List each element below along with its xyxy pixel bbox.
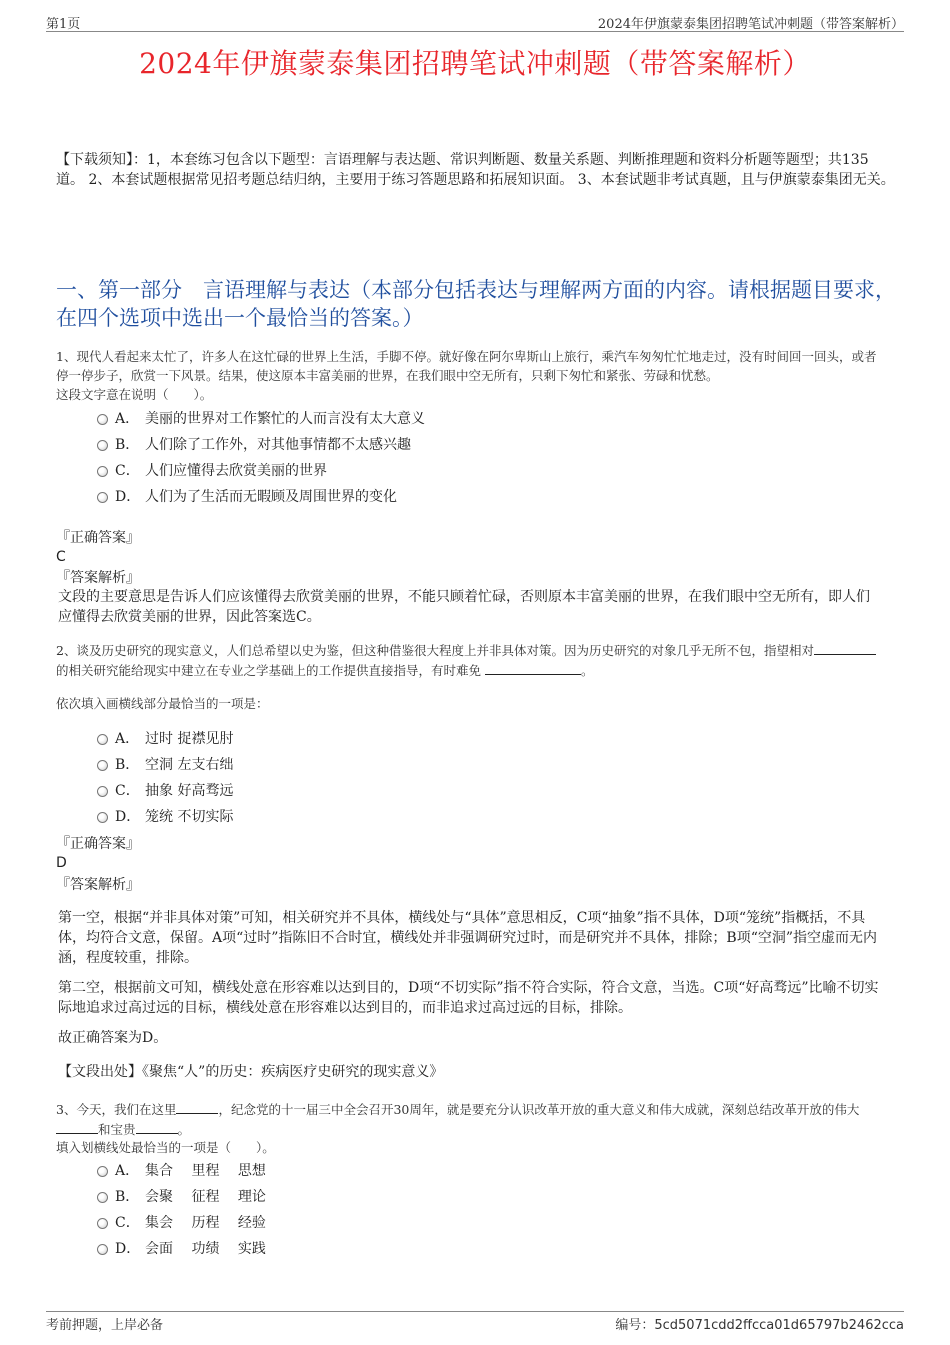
q2-option-a[interactable]: A． 过时 捉襟见肘 [97, 729, 697, 749]
radio-icon[interactable] [97, 1218, 108, 1229]
q2-analysis-paragraph-1: 第一空，根据“并非具体对策”可知，相关研究并不具体，横线处与“具体”意思相反，C项“抽象”指不具体，D项“笼统”指概括，不具体，均符合文意，保留。A项“过时”指陈旧不合时宜，横线处并非强调研究过时，而是研究并不具体，排除；B项“空洞”指空虚而无内涵，程度较重，排除。 [58, 910, 878, 966]
download-notice: 【下载须知】：1，本套练习包含以下题型：言语理解与表达题、常识判断题、数量关系题、判断推理题和资料分析题等题型；共135道。 2、本套试题根据常见招考题总结归纳，主要用于练习答题思路和拓展知识面。 3、本套试题非考试真题，且与伊旗蒙泰集团无关。 [56, 152, 895, 188]
blank [814, 640, 876, 655]
q2-answer-label: 『正确答案』 [56, 836, 140, 852]
footer-divider [46, 1311, 904, 1312]
footer-slogan: 考前押题，上岸必备 [46, 1318, 164, 1333]
radio-icon[interactable] [97, 760, 108, 771]
q2-option-d[interactable]: D． 笼统 不切实际 [97, 807, 697, 827]
radio-icon[interactable] [97, 492, 108, 503]
q1-stem: 1、现代人看起来太忙了，许多人在这忙碌的世界上生活，手脚不停。就好像在阿尔卑斯山上旅行，乘汽车匆匆忙忙地走过，没有时间回一回头，或者停一停步子，欣赏一下风景。结果，使这原本丰富美丽的世界，在我们眼中空无所有，只剩下匆忙和紧张、劳碌和忧愁。 [56, 349, 877, 383]
running-header-title: 2024年伊旗蒙泰集团招聘笔试冲刺题（带答案解析） [597, 17, 904, 32]
q1-option-b[interactable]: B． 人们除了工作外，对其他事情都不太感兴趣 [97, 435, 797, 455]
blank [176, 1099, 218, 1114]
q2-analysis-paragraph-2: 第二空，根据前文可知，横线处意在形容难以达到目的，D项“不切实际”指不符合实际，符合文意，当选。C项“好高骛远”比喻不切实际地追求过高过远的目标，横线处意在形容难以达到目的，而非追求过高过远的目标，排除。 [58, 980, 879, 1016]
page-number: 第1页 [46, 17, 81, 32]
radio-icon[interactable] [97, 466, 108, 477]
document-title: 2024年伊旗蒙泰集团招聘笔试冲刺题（带答案解析） [139, 47, 811, 80]
q3-stem: 3、今天，我们在这里 ，纪念党的十一届三中全会召开30周年，就是要充分认识改革开放的重大意义和伟大成就，深刻总结改革开放的伟大和宝贵 。 [56, 1099, 890, 1139]
radio-icon[interactable] [97, 786, 108, 797]
header-divider [46, 31, 904, 32]
section-heading: 一、第一部分 言语理解与表达（本部分包括表达与理解两方面的内容。请根据题目要求，在四个选项中选出一个最恰当的答案。） [56, 278, 896, 330]
q2-option-b[interactable]: B． 空洞 左支右绌 [97, 755, 697, 775]
radio-icon[interactable] [97, 1166, 108, 1177]
blank [56, 1119, 98, 1134]
blank [485, 660, 581, 675]
q3-option-c[interactable]: C． 集会 历程 经验 [97, 1213, 697, 1233]
q3-option-a[interactable]: A． 集合 里程 思想 [97, 1161, 697, 1181]
radio-icon[interactable] [97, 440, 108, 451]
radio-icon[interactable] [97, 1244, 108, 1255]
q1-answer: C [56, 549, 66, 565]
q1-analysis: 文段的主要意思是告诉人们应该懂得去欣赏美丽的世界，不能只顾着忙碌，否则原本丰富美丽的世界，在我们眼中空无所有，即人们应懂得去欣赏美丽的世界，因此答案选C。 [58, 589, 870, 625]
q1-analysis-label: 『答案解析』 [56, 570, 140, 586]
footer-code: 编号：5cd5071cdd2ffcca01d65797b2462cca [615, 1318, 904, 1333]
q3-prompt: 填入划横线处最恰当的一项是（ ）。 [56, 1140, 275, 1155]
q2-option-c[interactable]: C． 抽象 好高骛远 [97, 781, 697, 801]
q2-analysis-paragraph-3: 故正确答案为D。 [58, 1030, 168, 1046]
q2-prompt: 依次填入画横线部分最恰当的一项是： [56, 696, 269, 711]
q2-analysis-label: 『答案解析』 [56, 877, 140, 893]
q1-option-c[interactable]: C． 人们应懂得去欣赏美丽的世界 [97, 461, 797, 481]
radio-icon[interactable] [97, 1192, 108, 1203]
q1-answer-label: 『正确答案』 [56, 530, 140, 546]
q2-source: 【文段出处】《聚焦“人”的历史：疾病医疗史研究的现实意义》 [58, 1064, 444, 1080]
blank [136, 1119, 178, 1134]
q1-option-a[interactable]: A． 美丽的世界对工作繁忙的人而言没有太大意义 [97, 409, 797, 429]
q2-stem: 2、谈及历史研究的现实意义，人们总希望以史为鉴，但这种借鉴很大程度上并非具体对策。因为历史研究的对象几乎无所不包，指望相对的相关研究能给现实中建立在专业之学基础上的工作提供直接指导，有时难免 。 [56, 640, 886, 680]
q3-option-d[interactable]: D． 会面 功绩 实践 [97, 1239, 697, 1259]
radio-icon[interactable] [97, 734, 108, 745]
q1-option-d[interactable]: D． 人们为了生活而无暇顾及周围世界的变化 [97, 487, 797, 507]
radio-icon[interactable] [97, 414, 108, 425]
q1-prompt: 这段文字意在说明（ ）。 [56, 387, 213, 402]
q2-answer: D [56, 855, 67, 871]
q3-option-b[interactable]: B． 会聚 征程 理论 [97, 1187, 697, 1207]
radio-icon[interactable] [97, 812, 108, 823]
